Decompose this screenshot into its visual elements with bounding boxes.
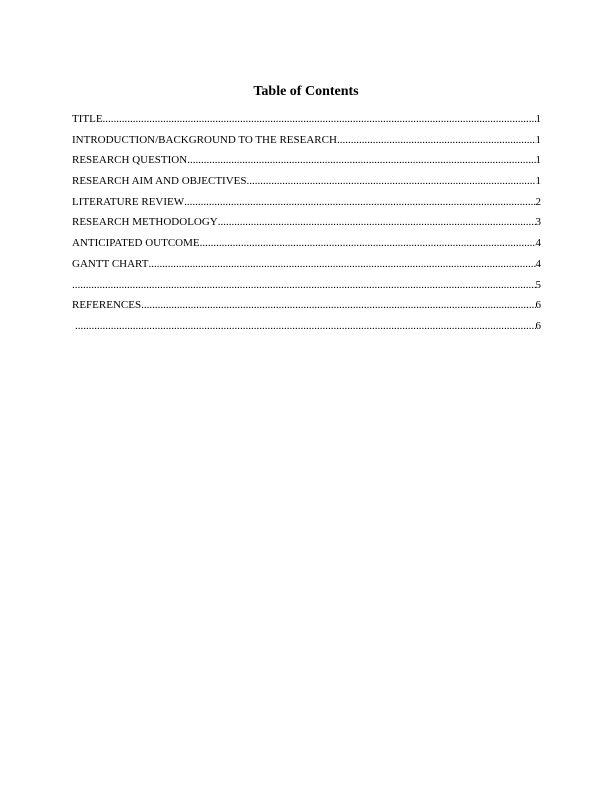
toc-entry-methodology[interactable] [72,215,541,236]
toc-entry-introduction[interactable] [72,133,541,154]
toc-dot-leader [337,133,536,148]
toc-entry-unlabeled[interactable] [72,319,541,340]
toc-entry-page-number: 1 [535,175,541,188]
toc-dot-leader [103,112,536,127]
toc-entry-page-number: 1 [535,113,541,125]
toc-entry-page-number: 3 [535,216,541,229]
toc-entry-gantt-chart[interactable] [72,257,541,278]
toc-list [72,112,541,340]
toc-dot-leader [200,236,536,251]
toc-dot-leader [75,319,536,334]
toc-dot-leader [187,153,535,168]
toc-entry-label: REFERENCES [72,299,142,312]
toc-entry-label: TITLE [72,113,103,125]
toc-entry-page-number: 6 [535,319,541,332]
toc-entry-label: LITERATURE REVIEW [72,195,185,208]
toc-entry-research-question[interactable] [72,153,541,174]
toc-entry-label: RESEARCH METHODOLOGY [72,216,218,229]
toc-entry-page-number: 2 [535,195,541,208]
toc-entry-anticipated-outcome[interactable] [72,236,541,257]
toc-entry-page-number: 1 [535,154,541,167]
toc-dot-leader [184,195,535,210]
toc-dot-leader [72,278,536,293]
toc-entry-page-number: 4 [535,257,541,270]
toc-dot-leader [247,174,536,189]
toc-entry-unlabeled[interactable] [72,278,541,299]
toc-entry-label: INTRODUCTION/BACKGROUND TO THE RESEARCH [72,133,337,146]
toc-heading: Table of Contents [253,84,359,99]
toc-entry-label: GANTT CHART [72,257,149,270]
toc-entry-page-number: 5 [535,278,541,291]
toc-entry-page-number: 6 [535,299,541,312]
toc-entry-page-number: 4 [535,237,541,250]
toc-entry-label: RESEARCH QUESTION [72,154,188,167]
toc-entry-label: ANTICIPATED OUTCOME [72,237,200,250]
toc-entry-page-number: 1 [535,133,541,146]
toc-entry-label: RESEARCH AIM AND OBJECTIVES [72,175,247,188]
toc-entry-references[interactable] [72,298,541,319]
toc-dot-leader [148,257,535,272]
toc-entry-title[interactable] [72,112,541,133]
toc-dot-leader [141,298,535,313]
toc-dot-leader [218,215,536,230]
toc-entry-aim-objectives[interactable] [72,174,541,195]
toc-entry-literature-review[interactable] [72,195,541,216]
